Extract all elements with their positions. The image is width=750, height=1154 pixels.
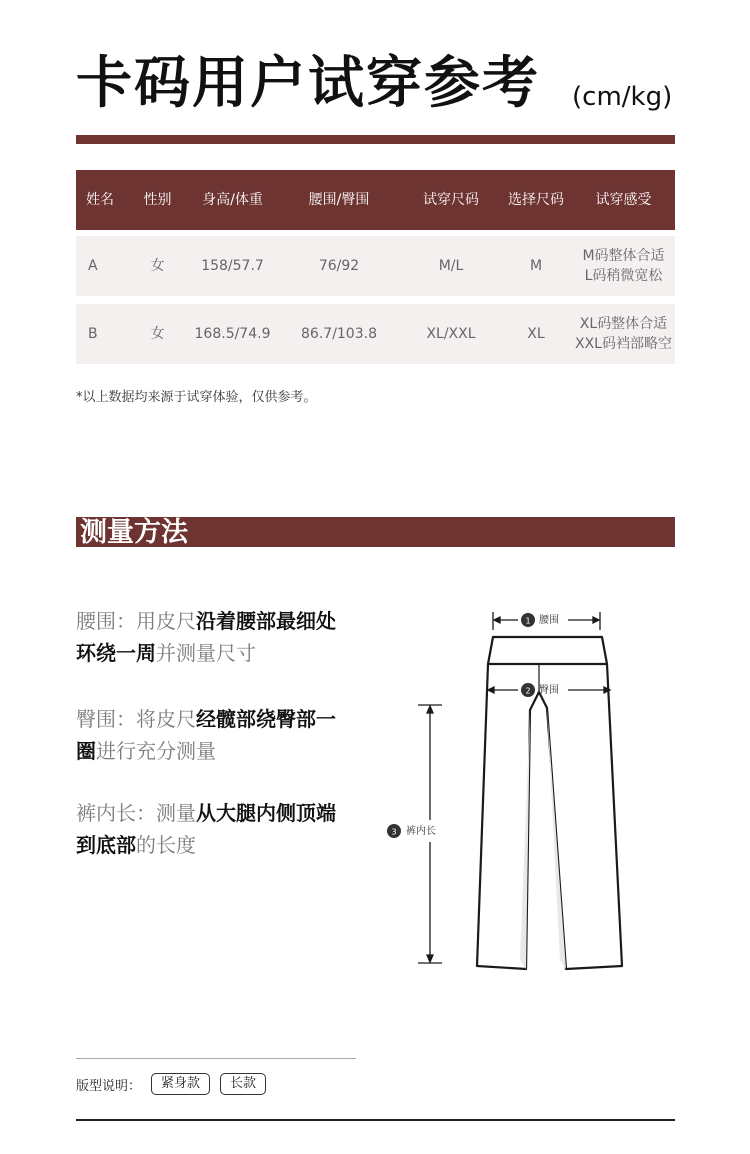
cell-tried-size: M/L [438,258,464,274]
cell-feel [572,246,675,286]
feel-line-2: XXL码裆部略空 [575,336,672,352]
fit-reference-table [76,170,675,364]
waist-label: 腰围： [76,609,136,633]
waist-diagram-label: 腰围 [539,615,559,626]
inseam-number: 3 [391,827,397,837]
style-tag-slim: 紧身款 [151,1073,210,1095]
section-title: 测量方法 [80,517,188,548]
style-description [76,1073,266,1095]
style-label: 版型说明： [76,1078,142,1094]
cell-tried-size: XL/XXL [426,326,476,342]
header-chosen-size: 选择尺码 [508,192,564,208]
inseam-bold: 从大腿内侧顶端到底部 [76,801,336,857]
cell-chosen-size: XL [527,326,545,342]
table-row [76,236,675,296]
feel-line-1: XL码整体合适 [579,316,668,332]
waist-grey-2: 并测量尺寸 [156,641,256,665]
hip-bold: 经髋部绕臀部一圈 [76,707,336,763]
cell-chosen-size: M [529,258,543,274]
inseam-label: 裤内长： [76,801,156,825]
title-underline [76,135,675,144]
header-name: 姓名 [86,192,114,208]
cell-name: A [88,258,98,274]
waist-grey: 用皮尺 [136,609,196,633]
waist-number: 1 [525,616,531,626]
hip-grey-2: 进行充分测量 [96,739,216,763]
waist-bold: 沿着腰部最细处环绕一周 [76,609,336,665]
cell-waist-hip: 76/92 [318,258,360,274]
unit-label: (cm/kg) [572,82,673,112]
cell-height-weight: 158/57.7 [201,258,264,274]
cell-name: B [88,326,98,342]
inseam-grey: 测量 [156,801,196,825]
hip-instruction [76,703,346,767]
inseam-grey-2: 的长度 [136,833,196,857]
disclaimer-note: *以上数据均来源于试穿体验，仅供参考。 [76,390,317,405]
waist-instruction [76,605,346,669]
cell-waist-hip: 86.7/103.8 [301,326,377,342]
hip-number: 2 [525,686,531,696]
header-height-weight: 身高/体重 [202,192,263,208]
hip-grey: 将皮尺 [136,707,196,731]
inseam-diagram-label: 裤内长 [406,826,436,837]
header-gender: 性别 [143,192,172,208]
feel-line-2: L码稍微宽松 [584,268,663,284]
feel-line-1: M码整体合适 [582,248,665,264]
inseam-instruction [76,797,346,861]
pants-diagram [380,600,640,990]
header-waist-hip: 腰围/臀围 [308,192,370,208]
page-title: 卡码用户试穿参考 [76,51,540,116]
style-tag-long: 长款 [220,1073,266,1095]
hip-label: 臀围： [76,707,136,731]
hip-diagram-label: 臀围 [539,685,559,696]
cell-gender: 女 [150,326,165,342]
table-row [76,304,675,364]
footer-divider [76,1058,356,1059]
header-tried-size: 试穿尺码 [423,192,479,208]
header-feel: 试穿感受 [595,192,652,208]
table-header [76,170,675,230]
cell-gender: 女 [150,258,165,274]
cell-feel [572,314,675,354]
cell-height-weight: 168.5/74.9 [194,326,271,342]
bottom-rule [76,1119,675,1121]
